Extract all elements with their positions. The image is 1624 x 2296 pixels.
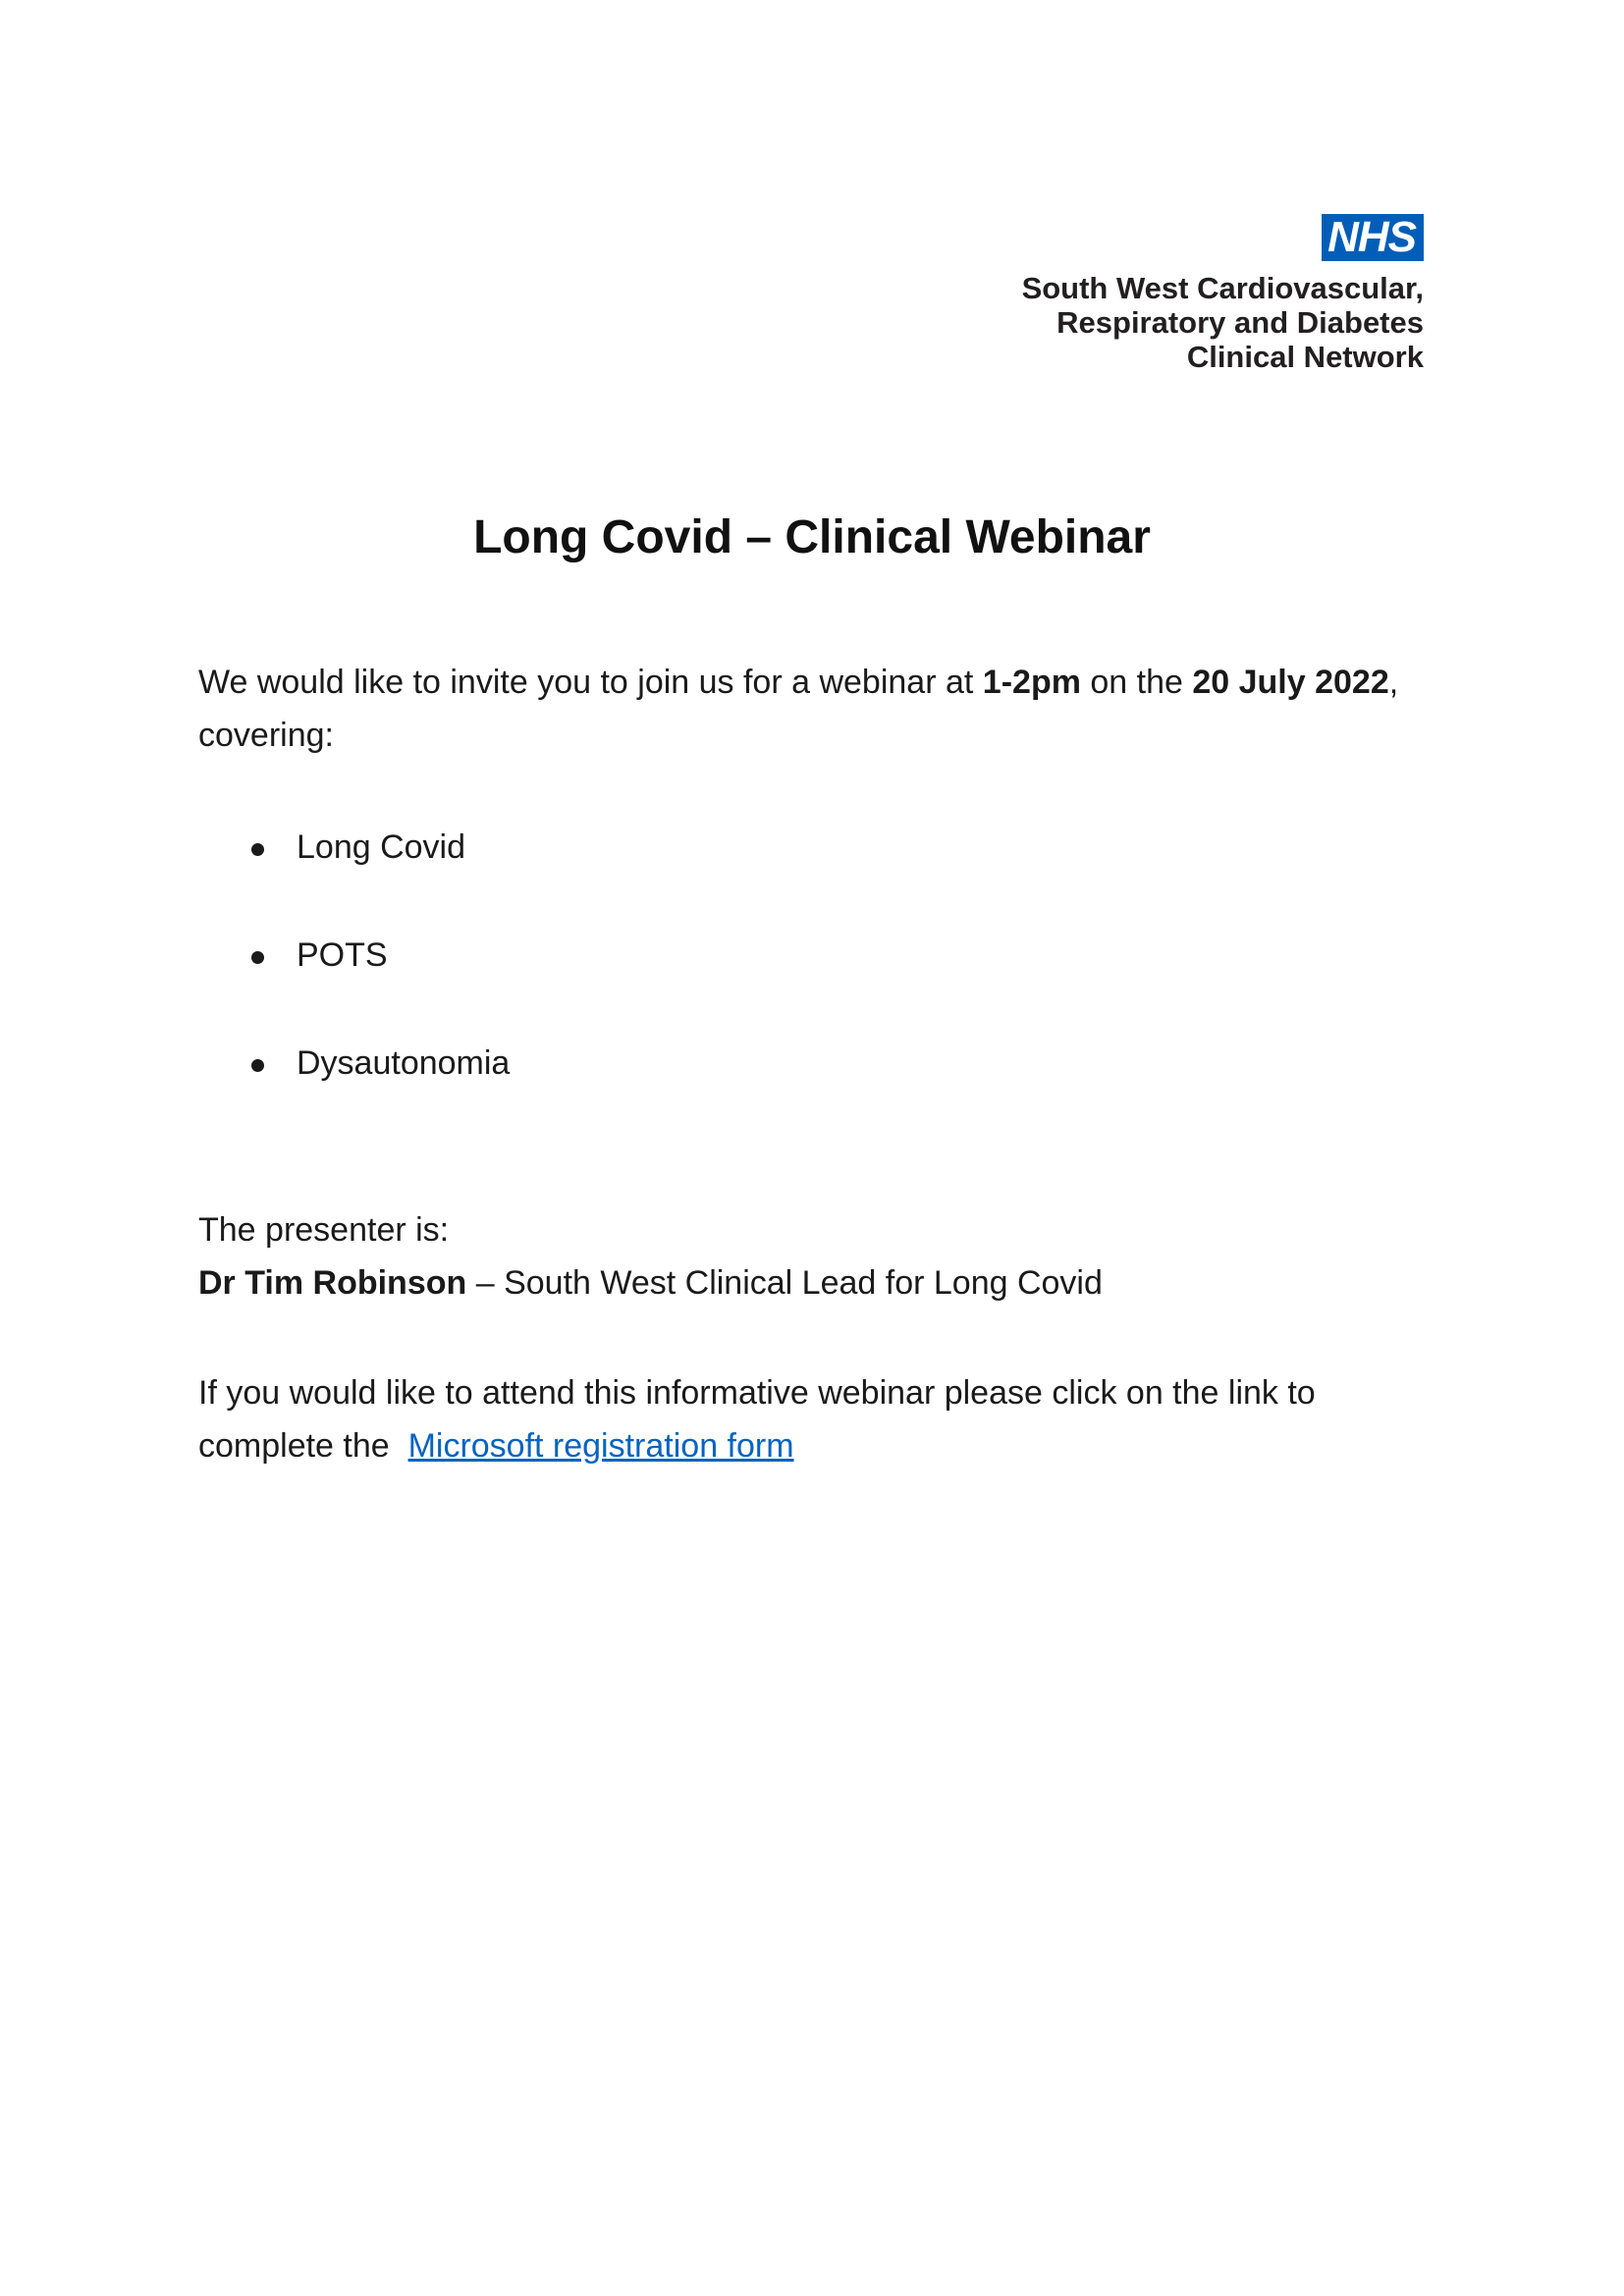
network-name xyxy=(913,271,1424,374)
page-title: Long Covid – Clinical Webinar xyxy=(473,511,1151,563)
bullet-icon xyxy=(251,951,264,964)
registration-form-link[interactable]: Microsoft registration form xyxy=(407,1427,794,1465)
registration-text: If you would like to attend this informative webinar please click on the link to complete the xyxy=(198,1374,1326,1465)
presenter-intro: The presenter is: xyxy=(198,1211,450,1249)
topic-label: Long Covid xyxy=(297,828,466,866)
list-item xyxy=(245,929,510,1037)
list-item xyxy=(245,821,510,929)
network-name-line-2: Respiratory and Diabetes xyxy=(1056,305,1424,340)
bullet-icon xyxy=(251,1059,264,1072)
webinar-date: 20 July 2022 xyxy=(1192,664,1389,701)
topic-list xyxy=(245,821,510,1145)
webinar-time: 1-2pm xyxy=(982,664,1081,701)
nhs-logo-block xyxy=(913,214,1424,374)
list-item xyxy=(245,1037,510,1145)
presenter-line xyxy=(198,1256,1426,1309)
invitation-paragraph xyxy=(198,656,1426,762)
invitation-text-1: We would like to invite you to join us for a webinar at xyxy=(198,664,983,701)
presenter-paragraph xyxy=(198,1203,1426,1309)
topic-label: POTS xyxy=(297,936,388,974)
invitation-text-3: , covering: xyxy=(198,664,1399,754)
topic-label: Dysautonomia xyxy=(297,1044,511,1082)
nhs-logo: NHS xyxy=(1322,214,1424,261)
network-name-line-1: South West Cardiovascular, xyxy=(1021,271,1424,305)
presenter-name: Dr Tim Robinson xyxy=(198,1264,467,1302)
registration-paragraph xyxy=(198,1366,1426,1472)
invitation-text-2: on the xyxy=(1080,664,1193,701)
bullet-icon xyxy=(251,843,264,856)
presenter-role: – South West Clinical Lead for Long Covid xyxy=(466,1264,1103,1302)
network-name-line-3: Clinical Network xyxy=(1186,340,1424,374)
